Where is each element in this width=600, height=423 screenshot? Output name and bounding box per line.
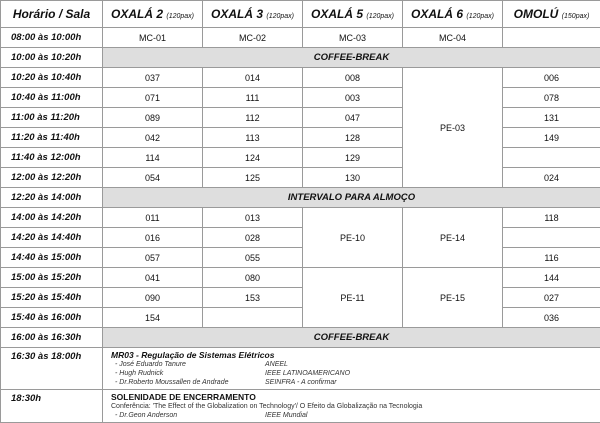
session-cell: [503, 228, 600, 248]
session-cell: 071: [103, 88, 203, 108]
lunch-break-band: INTERVALO PARA ALMOÇO: [103, 188, 600, 208]
session-cell: 054: [103, 168, 203, 188]
time-cell: 16:30 às 18:00h: [1, 348, 103, 390]
session-cell: 149: [503, 128, 600, 148]
table-row: [1, 208, 600, 228]
session-cell: 131: [503, 108, 600, 128]
table-row: [1, 28, 600, 48]
session-cell: 028: [203, 228, 303, 248]
coffee-break-band: COFFEE-BREAK: [103, 328, 600, 348]
table-row: [1, 188, 600, 208]
session-cell: 078: [503, 88, 600, 108]
session-cell: 014: [203, 68, 303, 88]
time-cell: 14:00 às 14:20h: [1, 208, 103, 228]
session-cell: 111: [203, 88, 303, 108]
time-cell: 10:20 às 10:40h: [1, 68, 103, 88]
speaker-line: - José Eduardo Tanure ANEEL: [111, 360, 600, 369]
session-cell: 153: [203, 288, 303, 308]
session-cell: 090: [103, 288, 203, 308]
closing-ceremony-block: [103, 390, 600, 423]
session-cell: 006: [503, 68, 600, 88]
time-cell: 11:00 às 11:20h: [1, 108, 103, 128]
session-cell-pe11: PE-11: [303, 268, 403, 328]
session-cell: [203, 308, 303, 328]
session-cell-pe15: PE-15: [403, 268, 503, 328]
conference-title: Conferência: 'The Effect of the Globalization on Technology'/ O Efeito da Globalização na Tecnologia: [111, 402, 600, 411]
session-cell: 036: [503, 308, 600, 328]
session-cell: MC-02: [203, 28, 303, 48]
time-cell: 10:40 às 11:00h: [1, 88, 103, 108]
session-cell: 003: [303, 88, 403, 108]
session-cell: 013: [203, 208, 303, 228]
session-cell: 128: [303, 128, 403, 148]
session-cell: 114: [103, 148, 203, 168]
session-cell: 125: [203, 168, 303, 188]
table-row-mr03: [1, 348, 600, 390]
speaker-line: - Dr.Geon Anderson IEEE Mundial: [111, 411, 600, 420]
session-cell: 027: [503, 288, 600, 308]
session-cell: 047: [303, 108, 403, 128]
session-cell: 113: [203, 128, 303, 148]
table-row: [1, 148, 600, 168]
table-row: [1, 268, 600, 288]
table-row-closing: [1, 390, 600, 423]
session-cell: [503, 28, 600, 48]
session-cell: 011: [103, 208, 203, 228]
session-cell-pe03: PE-03: [403, 68, 503, 188]
session-cell: 080: [203, 268, 303, 288]
time-cell: 18:30h: [1, 390, 103, 423]
speaker-line: - Dr.Roberto Moussallen de Andrade SEINFRA - A confirmar: [111, 378, 600, 387]
room-header-oxala-2: OXALÁ 2 (120pax): [103, 1, 203, 28]
table-row: [1, 68, 600, 88]
table-row: [1, 228, 600, 248]
speaker-line: - Hugh Rudnick IEEE LATINOAMERICANO: [111, 369, 600, 378]
time-cell: 15:40 às 16:00h: [1, 308, 103, 328]
round-table-block: [103, 348, 600, 390]
session-cell: 116: [503, 248, 600, 268]
room-header-oxala-5: OXALÁ 5 (120pax): [303, 1, 403, 28]
session-cell: 129: [303, 148, 403, 168]
table-row: [1, 288, 600, 308]
session-cell: 112: [203, 108, 303, 128]
table-row: [1, 48, 600, 68]
session-cell: 055: [203, 248, 303, 268]
time-cell: 10:00 às 10:20h: [1, 48, 103, 68]
session-cell: [503, 148, 600, 168]
room-header-omolu: OMOLÚ (150pax): [503, 1, 600, 28]
time-cell: 16:00 às 16:30h: [1, 328, 103, 348]
table-row: [1, 248, 600, 268]
time-cell: 14:20 às 14:40h: [1, 228, 103, 248]
table-row: [1, 328, 600, 348]
table-row: [1, 168, 600, 188]
session-cell: 130: [303, 168, 403, 188]
session-cell: 144: [503, 268, 600, 288]
session-cell: MC-03: [303, 28, 403, 48]
session-cell: 037: [103, 68, 203, 88]
session-cell: 154: [103, 308, 203, 328]
session-cell: 041: [103, 268, 203, 288]
session-cell-pe14: PE-14: [403, 208, 503, 268]
room-header-oxala-6: OXALÁ 6 (120pax): [403, 1, 503, 28]
closing-title: SOLENIDADE DE ENCERRAMENTO: [111, 392, 600, 402]
header-row: [1, 1, 600, 28]
session-cell: 008: [303, 68, 403, 88]
coffee-break-band: COFFEE-BREAK: [103, 48, 600, 68]
time-column-header: Horário / Sala: [1, 1, 103, 28]
table-row: [1, 88, 600, 108]
session-cell-pe10: PE-10: [303, 208, 403, 268]
session-cell: 124: [203, 148, 303, 168]
session-cell: 042: [103, 128, 203, 148]
round-table-title: MR03 - Regulação de Sistemas Elétricos: [111, 350, 600, 360]
session-cell: 016: [103, 228, 203, 248]
session-cell: 057: [103, 248, 203, 268]
session-cell: MC-04: [403, 28, 503, 48]
time-cell: 15:20 às 15:40h: [1, 288, 103, 308]
table-row: [1, 108, 600, 128]
time-cell: 11:40 às 12:00h: [1, 148, 103, 168]
table-row: [1, 128, 600, 148]
time-cell: 14:40 às 15:00h: [1, 248, 103, 268]
session-cell: 118: [503, 208, 600, 228]
session-cell: 024: [503, 168, 600, 188]
time-cell: 08:00 às 10:00h: [1, 28, 103, 48]
room-header-oxala-3: OXALÁ 3 (120pax): [203, 1, 303, 28]
time-cell: 11:20 às 11:40h: [1, 128, 103, 148]
time-cell: 12:00 às 12:20h: [1, 168, 103, 188]
time-cell: 12:20 às 14:00h: [1, 188, 103, 208]
time-cell: 15:00 às 15:20h: [1, 268, 103, 288]
session-cell: MC-01: [103, 28, 203, 48]
table-row: [1, 308, 600, 328]
session-cell: 089: [103, 108, 203, 128]
